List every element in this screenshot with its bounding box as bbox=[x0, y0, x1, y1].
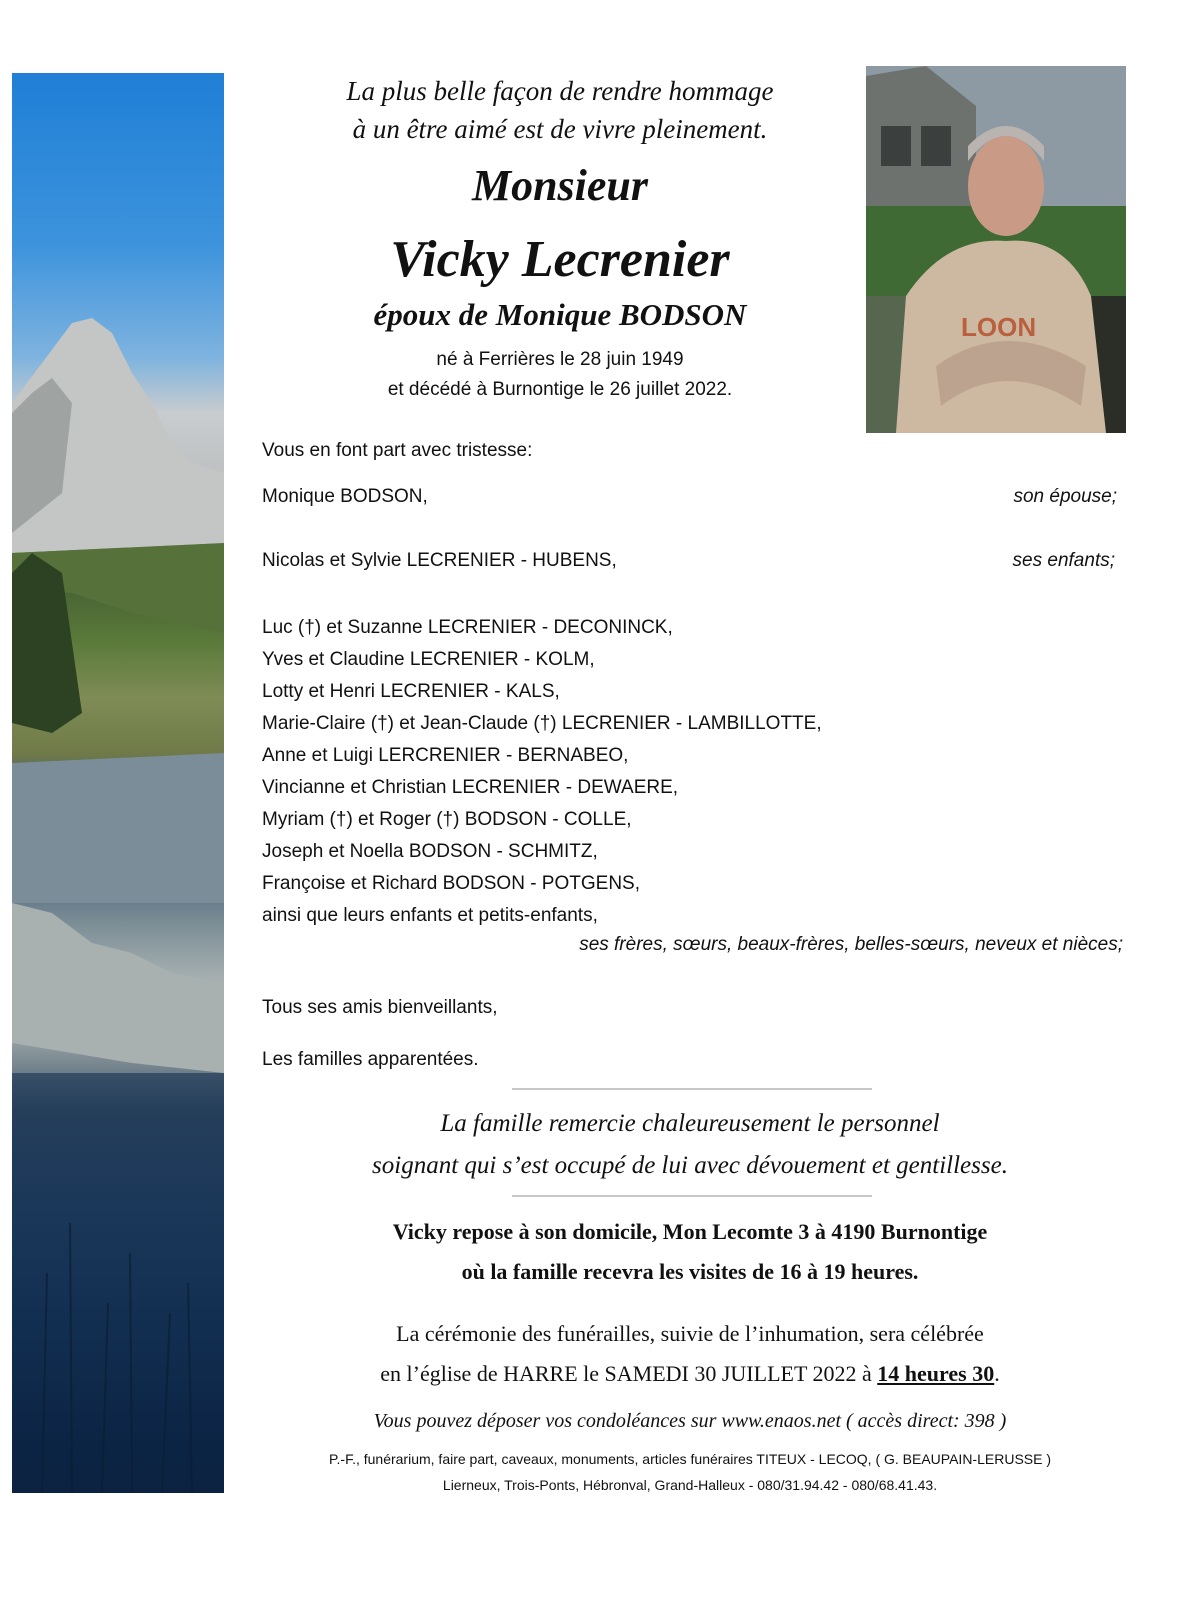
list-item: Anne et Luigi LERCRENIER - BERNABEO, bbox=[262, 745, 629, 766]
thanks-line-2: soignant qui s’est occupé de lui avec dévouement et gentillesse. bbox=[372, 1152, 1008, 1179]
divider bbox=[512, 1088, 872, 1090]
repose-line-1: Vicky repose à son domicile, Mon Lecomte 3 à 4190 Burnontige bbox=[392, 1219, 988, 1244]
memorial-quote bbox=[250, 72, 870, 148]
life-dates bbox=[250, 345, 870, 405]
quote-line-1: La plus belle façon de rendre hommage bbox=[346, 76, 774, 106]
spouse-name: Monique BODSON, bbox=[262, 486, 428, 507]
ceremony-info bbox=[260, 1314, 1120, 1394]
birth-line: né à Ferrières le 28 juin 1949 bbox=[436, 349, 684, 370]
siblings-list bbox=[262, 612, 822, 932]
siblings-relation: ses frères, sœurs, beaux-frères, belles-sœurs, neveux et nièces; bbox=[579, 934, 1123, 955]
list-item: ainsi que leurs enfants et petits-enfants, bbox=[262, 905, 598, 926]
children-names: Nicolas et Sylvie LECRENIER - HUBENS, bbox=[262, 550, 617, 571]
list-item: Lotty et Henri LECRENIER - KALS, bbox=[262, 681, 560, 702]
deceased-name: Vicky Lecrenier bbox=[390, 231, 730, 288]
funeral-home-footer bbox=[200, 1446, 1180, 1498]
footer-line-2: Lierneux, Trois-Ponts, Hébronval, Grand-Halleux - 080/31.94.42 - 080/68.41.43. bbox=[442, 1477, 938, 1493]
death-line: et décédé à Burnontige le 26 juillet 2022. bbox=[387, 379, 733, 400]
ceremony-line-2 bbox=[260, 1354, 1120, 1394]
list-item: Luc (†) et Suzanne LECRENIER - DECONINCK, bbox=[262, 617, 673, 638]
spouse-relation: son épouse; bbox=[1013, 486, 1117, 507]
list-item: Myriam (†) et Roger (†) BODSON - COLLE, bbox=[262, 809, 632, 830]
announcement-intro: Vous en font part avec tristesse: bbox=[262, 440, 533, 461]
footer-line-1: P.-F., funérarium, faire part, caveaux, monuments, articles funéraires TITEUX - LECOQ, ( G. BEAUPAIN-LERUSSE ) bbox=[328, 1451, 1052, 1467]
families-line: Les familles apparentées. bbox=[262, 1049, 479, 1070]
thanks-message bbox=[280, 1103, 1100, 1187]
ceremony-period: . bbox=[994, 1361, 1000, 1386]
mountain-illustration bbox=[12, 73, 224, 1493]
ceremony-time: 14 heures 30 bbox=[877, 1361, 995, 1386]
divider bbox=[512, 1195, 872, 1197]
children-relation: ses enfants; bbox=[1012, 550, 1115, 571]
honorific: Monsieur bbox=[471, 161, 649, 210]
svg-text:LOON: LOON bbox=[961, 312, 1037, 342]
list-item: Yves et Claudine LECRENIER - KOLM, bbox=[262, 649, 595, 670]
quote-line-2: à un être aimé est de vivre pleinement. bbox=[352, 114, 768, 144]
list-item: Joseph et Noella BODSON - SCHMITZ, bbox=[262, 841, 598, 862]
condolences-notice: Vous pouvez déposer vos condoléances sur www.enaos.net ( accès direct: 398 ) bbox=[373, 1410, 1007, 1432]
friends-line: Tous ses amis bienveillants, bbox=[262, 997, 498, 1018]
ceremony-location-date: en l’église de HARRE le SAMEDI 30 JUILLET 2022 à bbox=[380, 1361, 878, 1386]
repose-line-2: où la famille recevra les visites de 16 à 19 heures. bbox=[461, 1259, 919, 1284]
list-item: Vincianne et Christian LECRENIER - DEWAERE, bbox=[262, 777, 679, 798]
list-item: Françoise et Richard BODSON - POTGENS, bbox=[262, 873, 640, 894]
portrait-photo bbox=[866, 66, 1126, 433]
list-item: Marie-Claire (†) et Jean-Claude (†) LECRENIER - LAMBILLOTTE, bbox=[262, 713, 822, 734]
thanks-line-1: La famille remercie chaleureusement le personnel bbox=[440, 1110, 940, 1137]
spouse-line: époux de Monique BODSON bbox=[373, 297, 747, 332]
repose-info bbox=[280, 1212, 1100, 1292]
ceremony-line-1: La cérémonie des funérailles, suivie de l’inhumation, sera célébrée bbox=[396, 1321, 984, 1346]
